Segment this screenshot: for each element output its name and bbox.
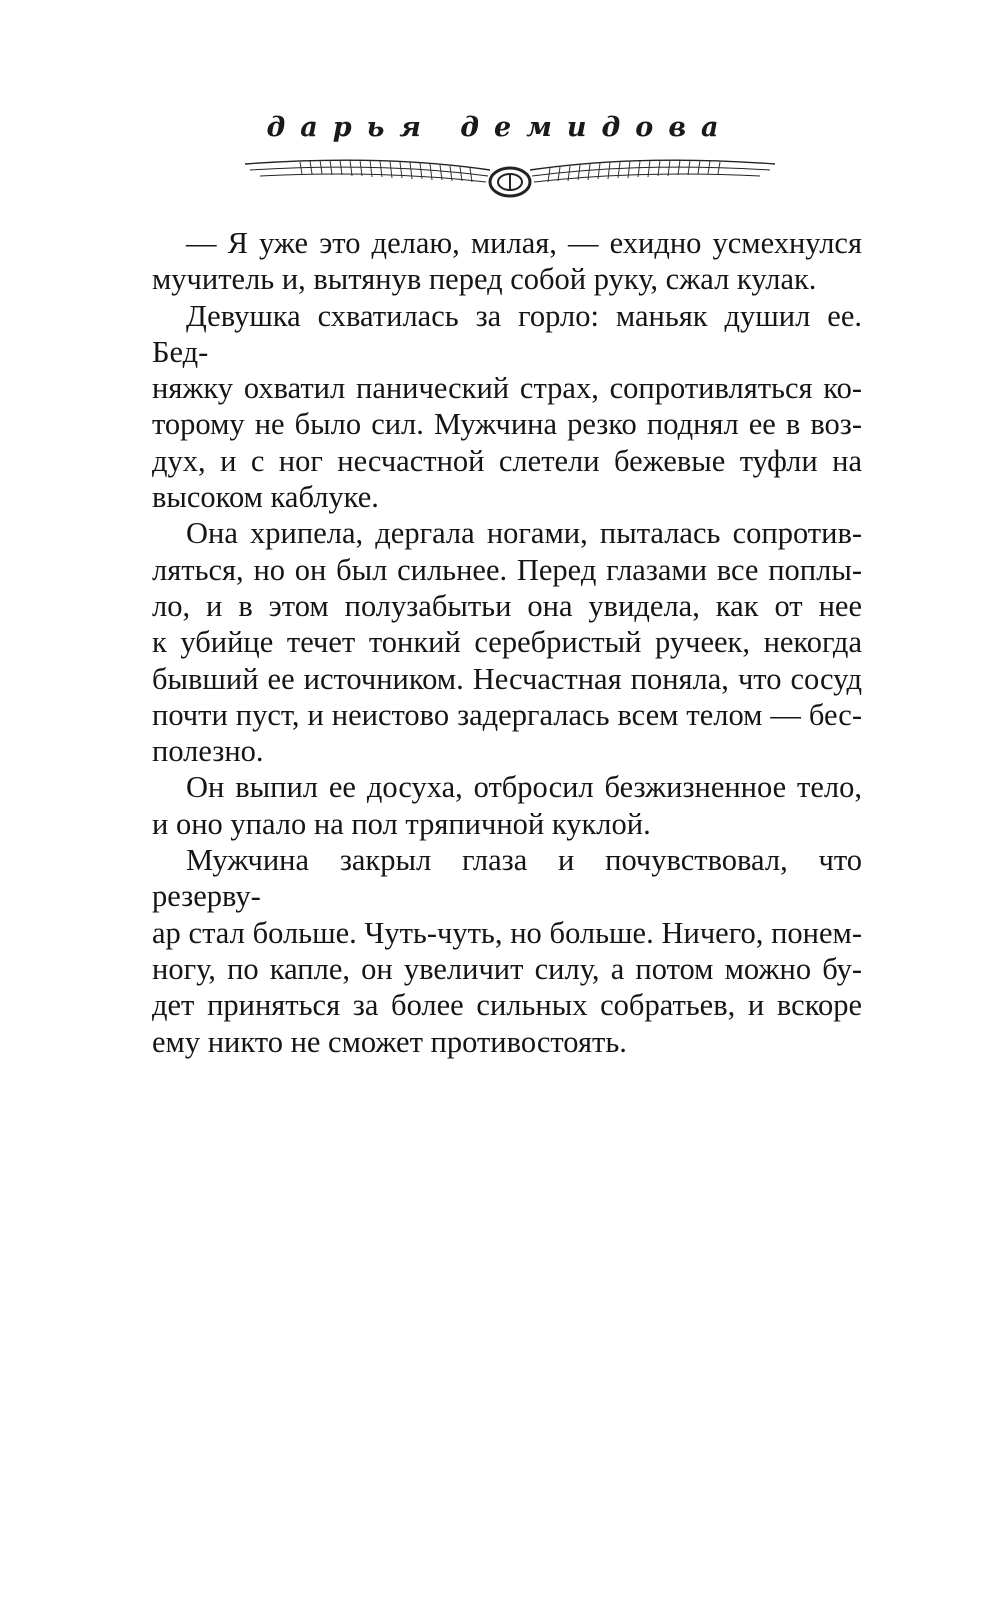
text-line: высоком каблуке. <box>152 480 379 515</box>
text-line: дет приняться за более сильных собратьев, и вскоре <box>152 988 862 1023</box>
paragraph <box>152 515 862 769</box>
text-line: ляться, но он был сильнее. Перед глазами все поплы- <box>152 552 862 587</box>
text-line: почти пуст, и неистово задергалась всем телом — бес- <box>152 697 862 732</box>
text-body <box>152 225 862 1060</box>
paragraph <box>152 225 862 298</box>
paragraph <box>152 769 862 842</box>
text-line: и оно упало на пол тряпичной куклой. <box>152 806 651 841</box>
text-line: мучитель и, вытянув перед собой руку, сжал кулак. <box>152 262 817 297</box>
text-line: ему никто не сможет противостоять. <box>152 1024 627 1059</box>
text-line: Девушка схватилась за горло: маньяк душил ее. Бед- <box>152 298 862 369</box>
text-line: — Я уже это делаю, милая, — ехидно усмехнулся <box>186 226 862 260</box>
text-line: Она хрипела, дергала ногами, пыталась сопротив- <box>186 516 862 551</box>
paragraph <box>152 298 862 516</box>
text-line: няжку охватил панический страх, сопротивляться ко- <box>152 371 862 406</box>
text-line: дух, и с ног несчастной слетели бежевые туфли на <box>152 443 862 478</box>
text-line: полезно. <box>152 734 264 769</box>
text-line: ло, и в этом полузабытьи она увидела, как от нее <box>152 588 862 623</box>
paragraph <box>152 842 862 1060</box>
text-line: ногу, по капле, он увеличит силу, а потом можно бу- <box>152 951 862 986</box>
text-line: торому не было сил. Мужчина резко поднял ее в воз- <box>152 407 862 442</box>
text-line: к убийце течет тонкий серебристый ручеек, некогда <box>152 625 862 660</box>
text-line: ар стал больше. Чуть-чуть, но больше. Ничего, понем- <box>152 915 862 950</box>
text-line: Он выпил ее досуха, отбросил безжизненное тело, <box>186 770 862 805</box>
header-ornament-icon <box>240 152 780 202</box>
running-header-author: дарья демидова <box>266 112 734 143</box>
text-line: бывший ее источником. Несчастная поняла, что сосуд <box>152 661 862 696</box>
text-line: Мужчина закрыл глаза и почувствовал, что резерву- <box>152 843 862 914</box>
